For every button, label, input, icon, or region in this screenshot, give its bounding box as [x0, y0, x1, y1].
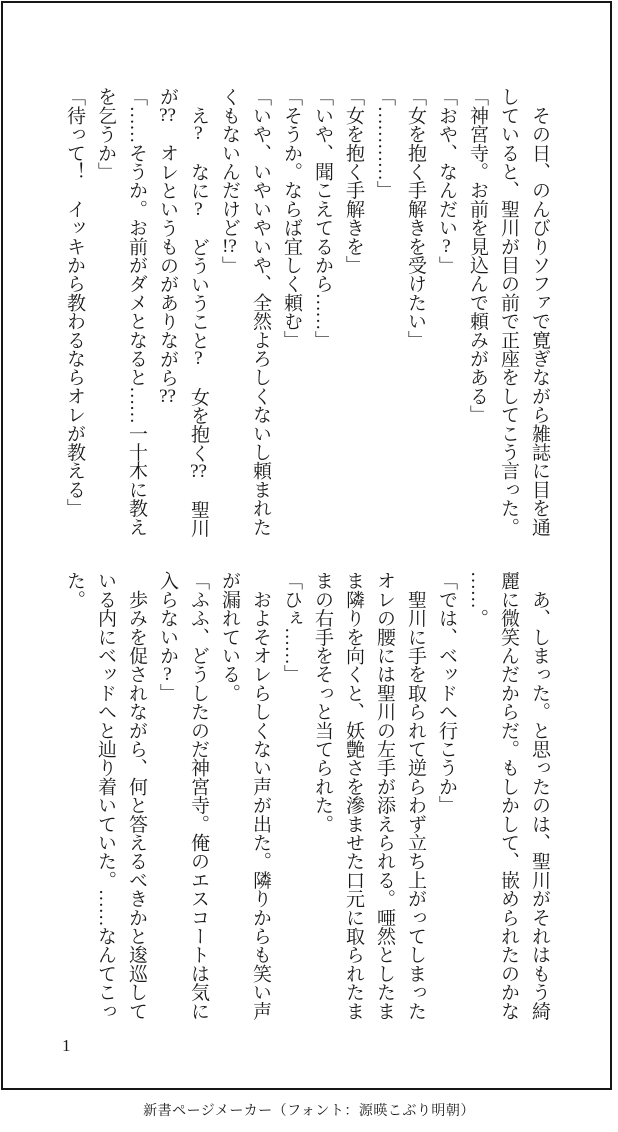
text-line: 麗に微笑んだからだ。もしかして、嵌められたのかな — [498, 571, 519, 1020]
text-line: 「…………」 — [374, 87, 395, 200]
text-line: 「……そうか。お前がダメとなると……一十木に教え — [126, 87, 147, 536]
tatechuyoko-punctuation: !? — [222, 236, 237, 256]
text-line: 「神宮寺。お前を見込んで頼みがある」 — [467, 87, 488, 424]
text-line: ま隣りを向くと、妖艶さを滲ませた口元に取られたま — [343, 571, 364, 1020]
text-line: オレの腰には聖川の左手が添えられる。唖然としたま — [374, 571, 395, 1020]
text-line: 「いや、聞こえてるから……」 — [312, 87, 333, 349]
tatechuyoko-punctuation: ?? — [159, 105, 176, 125]
text-block-bottom — [59, 571, 555, 1029]
text-block-top — [59, 87, 555, 545]
text-line: 「いや、いやいやいや、全然よろしくないし頼まれた — [250, 87, 271, 536]
page-number: 1 — [62, 1036, 71, 1055]
footer-caption: 新書ページメーカー（フォント：源暎こぶり明朝） — [143, 1104, 475, 1119]
text-line: た。 — [64, 571, 85, 609]
text-line: 「では、ベッドへ行こうか」 — [436, 571, 457, 815]
text-line: 「女を抱く手解きを受けたい」 — [405, 87, 426, 349]
tatechuyoko-punctuation: ? — [194, 199, 203, 219]
text-line: 入らないか?」 — [157, 571, 178, 703]
text-line: その日、のんびりソファで寛ぎながら雑誌に目を通 — [529, 87, 550, 536]
text-line: いる内にベッドへと辿り着いていた。……なんてこっ — [95, 571, 116, 1020]
text-line: を乞うか」 — [95, 87, 116, 181]
tatechuyoko-punctuation: ?? — [190, 461, 207, 481]
text-line: まの右手をそっと当てられた。 — [312, 571, 333, 833]
text-line: 「ふふ、どうしたのだ神宮寺。俺のエスコートは気に — [188, 571, 209, 1020]
text-line: 「女を抱く手解きを」 — [343, 87, 364, 275]
novel-page — [1, 1, 612, 1090]
tatechuyoko-punctuation: ?? — [159, 386, 176, 406]
text-line: 「ひぇ……」 — [281, 571, 302, 684]
text-line: 歩みを促されながら、何と答えるべきかと逡巡して — [126, 571, 147, 1020]
text-line: およそオレらしくない声が出た。隣りからも笑い声 — [250, 571, 271, 1020]
text-line: 「おや、なんだい?」 — [436, 87, 457, 275]
text-line: ……。 — [467, 571, 488, 628]
tatechuyoko-punctuation: ? — [442, 236, 451, 256]
text-line: していると、聖川が目の前で正座をしてこう言った。 — [498, 87, 519, 536]
tatechuyoko-punctuation: ? — [194, 349, 203, 369]
text-line: 「待って！ イッキから教わるならオレが教える」 — [64, 87, 85, 518]
text-line: 聖川に手を取られて逆らわず立ち上がってしまった — [405, 571, 426, 1020]
text-line: くもないんだけど!?」 — [219, 87, 240, 275]
text-line: あ、しまった。と思ったのは、聖川がそれはもう綺 — [529, 571, 550, 1020]
tatechuyoko-punctuation: ? — [194, 124, 203, 144]
text-line: が?? オレというものがありながら?? — [157, 87, 178, 406]
text-line: え? なに? どういうこと? 女を抱く?? 聖川 — [188, 87, 209, 538]
tatechuyoko-punctuation: ? — [163, 664, 172, 684]
text-line: が漏れている。 — [219, 571, 240, 702]
text-line: 「そうか。ならば宜しく頼む」 — [281, 87, 302, 349]
